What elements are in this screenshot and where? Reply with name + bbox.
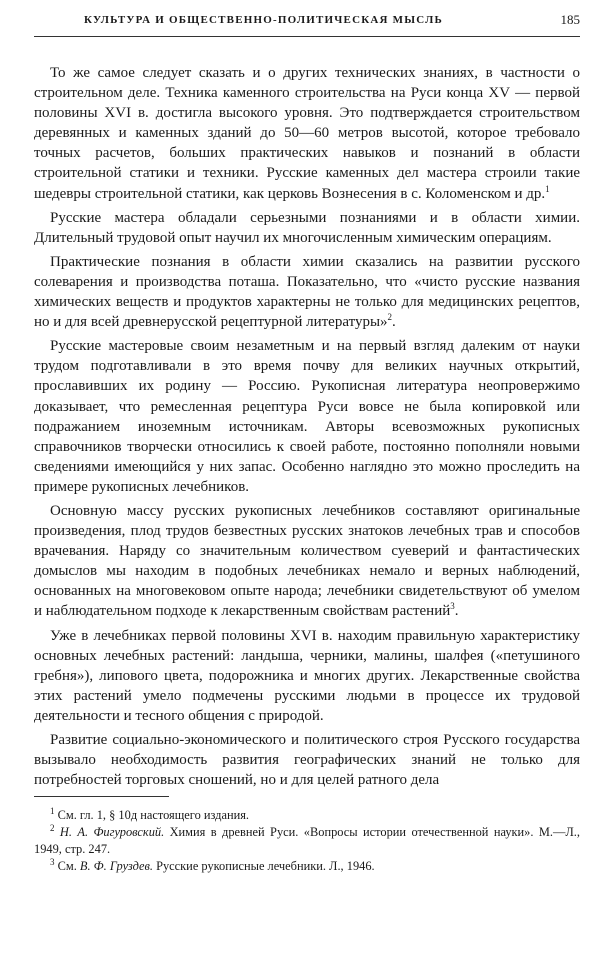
- paragraph-2: Русские мастера обладали серьезными познаниями и в области химии. Длительный трудовой опыт научил их многочисленным химическим операциям.: [34, 209, 580, 246]
- paragraph-4: Русские мастеровые своим незаметным и на первый взгляд далеким от науки трудом подготавливали в это время почву для великих научных открытий, прославивших их родину — Россию. Рукописная литература неопровержимо доказывает, что ремесленная рецептура Руси вовсе не была копировкой или подражанием иноземным источникам. Авторы всевозможных рукописных справочников творчески относились к своей работе, постоянно пополняли новыми сведениями имеющийся у них запас. Особенно наглядно это можно проследить на примере рукописных лечебников.: [34, 338, 580, 495]
- footnote-ref-3: 3: [450, 601, 455, 612]
- footnote-rule: [34, 796, 169, 797]
- paragraph-3: Практические познания в области химии сказались на развитии русского солеварения и производства поташа. Показательно, что «чисто русские названия химических веществ и продуктов характерны не только для медицинских рецептов, но и для всей древнерусской рецептурной литературы»$^2$.: [34, 253, 580, 331]
- footnote-ref-2: 2: [387, 312, 393, 323]
- body-text: [34, 63, 580, 790]
- running-head-title: КУЛЬТУРА И ОБЩЕСТВЕННО-ПОЛИТИЧЕСКАЯ МЫСЛЬ: [84, 14, 443, 26]
- paragraph-1: То же самое следует сказать и о других технических знаниях, в частности о строительном деле. Техника каменного строительства на Руси конца XV — первой половины XVI в. достигла высокого уровня. Это подтверждается строительством деревянных и каменных зданий до 50—60 метров высотой, которое требовало точных расчетов, больших практических навыков и познаний в области строительной статики и техники. Русские каменных дел мастера строили такие шедевры строительной статики, как церковь Вознесения в с. Коломенском и др.$^1$: [34, 65, 580, 202]
- paragraph-6: Уже в лечебниках первой половины XVI в. находим правильную характеристику основных лечебных растений: ландыша, черники, малины, шалфея («петушиного гребня»), липового цвета, подорожника и многих других. Лекарственные свойства этих растений умело подмечены русскими людьми в процессе их трудовой деятельности и тесного общения с природой.: [34, 627, 580, 724]
- footnote-mark: 1: [50, 806, 55, 817]
- footnote-mark: 2: [50, 823, 55, 834]
- footnote-ref-1: 1: [545, 183, 550, 194]
- book-page: [34, 10, 580, 875]
- page-number: 185: [560, 12, 580, 27]
- paragraph-7: Развитие социально-экономического и политического строя Русского государства вызывало необходимость развития географических знаний не только для потребностей торговых сношений, но и для целей ратного дела: [34, 732, 580, 789]
- footnote-mark: 3: [50, 857, 55, 868]
- running-head: [34, 10, 580, 36]
- paragraph-5: Основную массу русских рукописных лечебников составляют оригинальные произведения, плод трудов безвестных русских знатоков лечебных трав и способов врачевания. Наряду со значительным количеством суеверий и фантастических домыслов мы находим в подобных лечебниках немало и верных наблюдений, основанных на многовековом опыте народа; лечебники свидетельствуют об умелом и наблюдательном подходе к лекарственным свойствам растений$^3$.: [34, 502, 580, 620]
- footnotes: [34, 807, 580, 875]
- header-rule: [34, 36, 580, 37]
- footnote-1: $^1$ См. гл. 1, § 10д настоящего издания.: [50, 806, 250, 823]
- footnote-3: $^3$ См. В. Ф. Груздев. Русские рукописные лечебники. Л., 1946.: [50, 857, 375, 874]
- footnote-2: $^2$ Н. А. Фигуровский. Химия в древней Руси. «Вопросы истории отечественной науки». М.—Л., 1949, стр. 247.: [34, 823, 580, 857]
